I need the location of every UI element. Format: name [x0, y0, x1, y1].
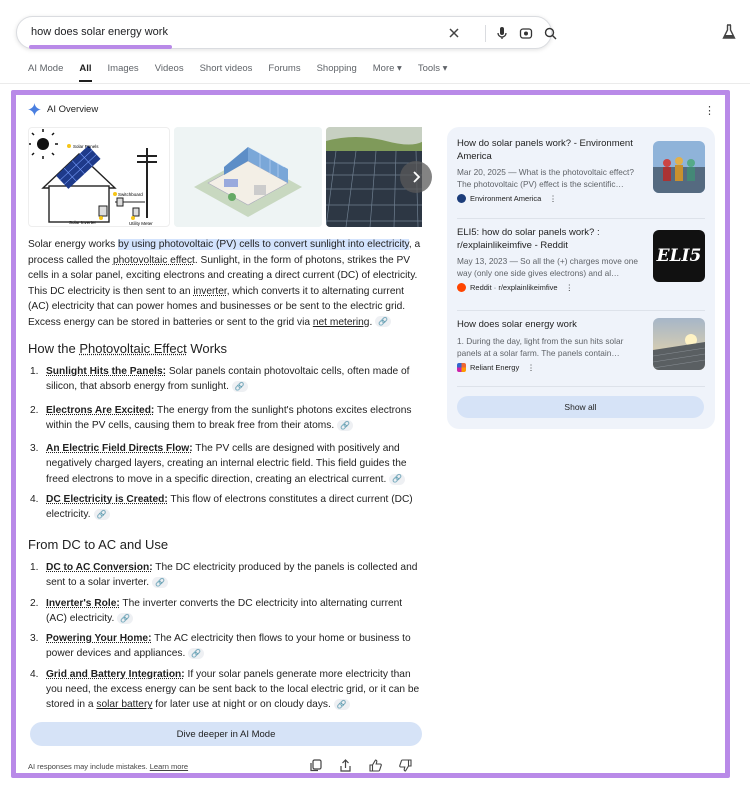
link-icon[interactable]: 🔗 — [375, 316, 391, 327]
sparkle-icon — [28, 103, 41, 116]
site-name: Reddit · r/explainlikeimfive — [470, 283, 558, 292]
step-text: for later use at night or on cloudy days. — [152, 699, 331, 711]
tabs-divider — [0, 83, 750, 84]
reliant-favicon-icon — [457, 363, 466, 372]
more-options-icon[interactable]: ⋮ — [704, 105, 715, 117]
step-text: The inverter converts the DC electricity into alternating current (AC) electricity. — [46, 597, 403, 624]
dc-ac-steps-list — [30, 560, 424, 718]
section-heading-dc-ac: From DC to AC and Use — [28, 537, 169, 552]
source-title[interactable]: ELI5: how do solar panels work? : r/explainlikeimfive - Reddit — [457, 227, 600, 251]
more-options-icon[interactable]: ⋮ — [527, 362, 535, 372]
source-site — [457, 283, 705, 292]
disclaimer-text: AI responses may include mistakes. — [28, 762, 148, 771]
tab-ai-mode[interactable]: AI Mode — [28, 63, 64, 74]
step-text: Solar panels contain photovoltaic cells, often made of silicon, that absorb energy from sunlight. — [46, 366, 410, 393]
diagram-label-solar-panels: Solar Panels — [73, 144, 99, 149]
solar-diagram-image[interactable] — [28, 127, 170, 227]
reddit-favicon-icon — [457, 283, 466, 292]
diagram-label-utility-meter: Utility Meter — [129, 221, 153, 226]
photovoltaic-steps-list — [30, 364, 424, 528]
heading-text: How the — [28, 341, 80, 356]
section-heading-photovoltaic — [28, 341, 227, 356]
share-icon[interactable] — [339, 759, 353, 773]
step-title[interactable]: Sunlight Hits the Panels: — [46, 366, 166, 377]
step-title[interactable]: An Electric Field Directs Flow: — [46, 443, 193, 455]
link-icon[interactable]: 🔗 — [94, 509, 110, 520]
step-text: The DC electricity produced by the panels is collected and sent to a solar inverter. — [46, 562, 418, 589]
step-title[interactable]: DC to AC Conversion: — [46, 562, 153, 573]
intro-text: , which converts it to alternating current (AC) electricity that can power homes and businesses or be sent to the electric grid. Excess energy can be stored in batteries or sent to the grid via — [28, 285, 406, 328]
step-title[interactable]: Grid and Battery Integration: — [46, 668, 185, 680]
step-title[interactable]: Inverter's Role: — [46, 597, 120, 609]
list-item: 4. Grid and Battery Integration: If your solar panels generate more electricity than you need, the excess energy can be sent back to the local electric grid, or it can be stored in a solar battery for later use at night or on cloudy days. 🔗 — [30, 668, 420, 711]
chevron-right-icon — [411, 171, 421, 183]
divider — [457, 386, 705, 387]
image-carousel — [28, 127, 422, 227]
source-thumbnail[interactable] — [653, 318, 705, 370]
copy-icon[interactable] — [309, 759, 323, 773]
intro-text: . — [369, 316, 373, 328]
tab-tools[interactable]: Tools ▾ — [417, 63, 448, 74]
term-link-solar-battery[interactable]: solar battery — [96, 699, 153, 711]
source-card[interactable] — [457, 222, 705, 292]
search-tabs — [28, 63, 463, 81]
link-icon[interactable]: 🔗 — [232, 381, 248, 392]
tab-all[interactable]: All — [79, 63, 91, 81]
term-link-inverter[interactable]: inverter — [193, 285, 227, 297]
search-icon[interactable] — [541, 24, 559, 42]
disclaimer — [28, 762, 188, 771]
lens-icon[interactable] — [517, 24, 535, 42]
tab-forums[interactable]: Forums — [268, 63, 301, 74]
step-title[interactable]: Powering Your Home: — [46, 633, 152, 645]
site-favicon-icon — [457, 194, 466, 203]
link-icon[interactable]: 🔗 — [188, 648, 204, 659]
step-title[interactable]: DC Electricity is Created: — [46, 494, 168, 506]
tab-videos[interactable]: Videos — [154, 63, 184, 74]
divider — [457, 218, 705, 219]
term-link-photovoltaic-effect[interactable]: Photovoltaic Effect — [79, 341, 187, 356]
step-text: If your solar panels generate more electricity than you need, the excess energy can be sent back to the local electric grid, or it can be stored in a — [46, 668, 420, 711]
step-text: The PV cells are designed with positively and negatively charged layers, creating an internal electric field. This field guides the freed electrons to move in a specific direction, creating an electrical current. — [46, 443, 407, 485]
link-icon[interactable]: 🔗 — [117, 613, 133, 624]
mic-icon[interactable] — [493, 24, 511, 42]
search-divider — [485, 25, 486, 42]
site-name: Environment America — [470, 194, 542, 203]
show-all-button[interactable]: Show all — [457, 396, 704, 418]
site-name: Reliant Energy — [470, 362, 520, 372]
more-options-icon[interactable]: ⋮ — [549, 194, 557, 203]
intro-text: Solar energy works — [28, 239, 119, 250]
thumbs-up-icon[interactable] — [369, 759, 383, 773]
list-item: 1. Sunlight Hits the Panels: Solar panels contain photovoltaic cells, often made of silicon, that absorb energy from sunlight. 🔗 — [30, 366, 410, 393]
divider — [457, 310, 705, 311]
link-icon[interactable]: 🔗 — [389, 474, 405, 485]
list-item: 2. Electrons Are Excited: The energy from the sunlight's photons excites electrons within the PV cells, causing them to break free from their atoms. 🔗 — [30, 404, 412, 431]
source-thumbnail[interactable] — [653, 141, 705, 193]
eli5-thumbnail-text: ELI5 — [656, 246, 702, 266]
dive-deeper-button[interactable]: Dive deeper in AI Mode — [30, 722, 422, 746]
source-description: 1. During the day, light from the sun hits solar panels at a solar farm. The panels contain… — [457, 335, 624, 358]
source-description: May 13, 2023 — So all the (+) charges move one way (only one side gives electrons) and al… — [457, 256, 639, 278]
tab-more[interactable]: More ▾ — [372, 63, 402, 74]
diagram-label-switchboard: Switchboard — [118, 192, 143, 197]
source-title[interactable]: How does solar energy work — [457, 319, 577, 330]
list-item: 4. DC Electricity is Created: This flow of electrons constitutes a direct current (DC) electricity. 🔗 — [30, 494, 413, 521]
step-text: This flow of electrons constitutes a direct current (DC) electricity. — [46, 494, 413, 521]
search-input[interactable]: how does solar energy work — [31, 26, 168, 38]
highlighted-answer: by using photovoltaic (PV) cells to convert sunlight into electricity — [118, 239, 409, 250]
query-underline — [29, 45, 172, 49]
source-title[interactable]: How do solar panels work? - Environment America — [457, 138, 633, 162]
clear-icon[interactable] — [445, 24, 463, 42]
link-icon[interactable]: 🔗 — [337, 420, 353, 431]
house-illustration-image[interactable] — [174, 127, 322, 227]
tab-images[interactable]: Images — [107, 63, 139, 74]
list-item: 2. Inverter's Role: The inverter converts the DC electricity into alternating current (AC) electricity. 🔗 — [30, 597, 403, 624]
intro-text: , a process called the — [28, 239, 421, 266]
list-item: 3. An Electric Field Directs Flow: The PV cells are designed with positively and negatively charged layers, creating an internal electric field. This field guides the freed electrons to move in a specific direction, creating an electrical current. 🔗 — [30, 443, 407, 485]
source-description: Mar 20, 2025 — What is the photovoltaic effect? The photovoltaic (PV) effect is the scientific… — [457, 167, 634, 189]
heading-text: Works — [186, 341, 227, 356]
step-text: The AC electricity then flows to your home or business to power devices and appliances. — [46, 633, 411, 660]
link-icon[interactable]: 🔗 — [152, 577, 168, 588]
source-site — [457, 194, 705, 203]
more-options-icon[interactable]: ⋮ — [565, 283, 574, 292]
step-title[interactable]: Electrons Are Excited: — [46, 404, 155, 416]
thumbs-down-icon[interactable] — [399, 759, 413, 773]
source-card[interactable] — [457, 133, 705, 203]
search-bar[interactable] — [16, 16, 552, 49]
tab-shopping[interactable]: Shopping — [316, 63, 357, 74]
tab-short-videos[interactable]: Short videos — [199, 63, 253, 74]
intro-text: . Sunlight, in the form of photons, strikes the PV cells in a solar panel, exciting electrons and creating a direct current (DC) of electricity. This DC electricity is then sent to an — [28, 254, 418, 297]
ai-overview-header — [28, 103, 98, 116]
labs-flask-icon[interactable] — [722, 24, 740, 42]
carousel-next-button[interactable] — [400, 161, 432, 193]
source-thumbnail[interactable] — [653, 230, 705, 282]
sources-panel — [447, 127, 715, 429]
term-link-net-metering[interactable]: net metering — [312, 316, 370, 328]
ai-overview-title: AI Overview — [47, 104, 99, 115]
link-icon[interactable]: 🔗 — [334, 699, 350, 710]
intro-paragraph — [28, 237, 424, 330]
term-link-photovoltaic-effect[interactable]: photovoltaic effect — [112, 254, 195, 266]
learn-more-link[interactable]: Learn more — [149, 762, 189, 771]
source-card[interactable] — [457, 312, 705, 372]
diagram-label-solar-inverter: Solar Inverter — [69, 220, 97, 225]
list-item: 1. DC to AC Conversion: The DC electricity produced by the panels is collected and sent to a solar inverter. 🔗 — [30, 562, 418, 589]
list-item: 3. Powering Your Home: The AC electricity then flows to your home or business to power devices and appliances. 🔗 — [30, 633, 411, 660]
step-text: The energy from the sunlight's photons excites electrons within the PV cells, causing them to break free from their atoms. — [46, 404, 412, 431]
